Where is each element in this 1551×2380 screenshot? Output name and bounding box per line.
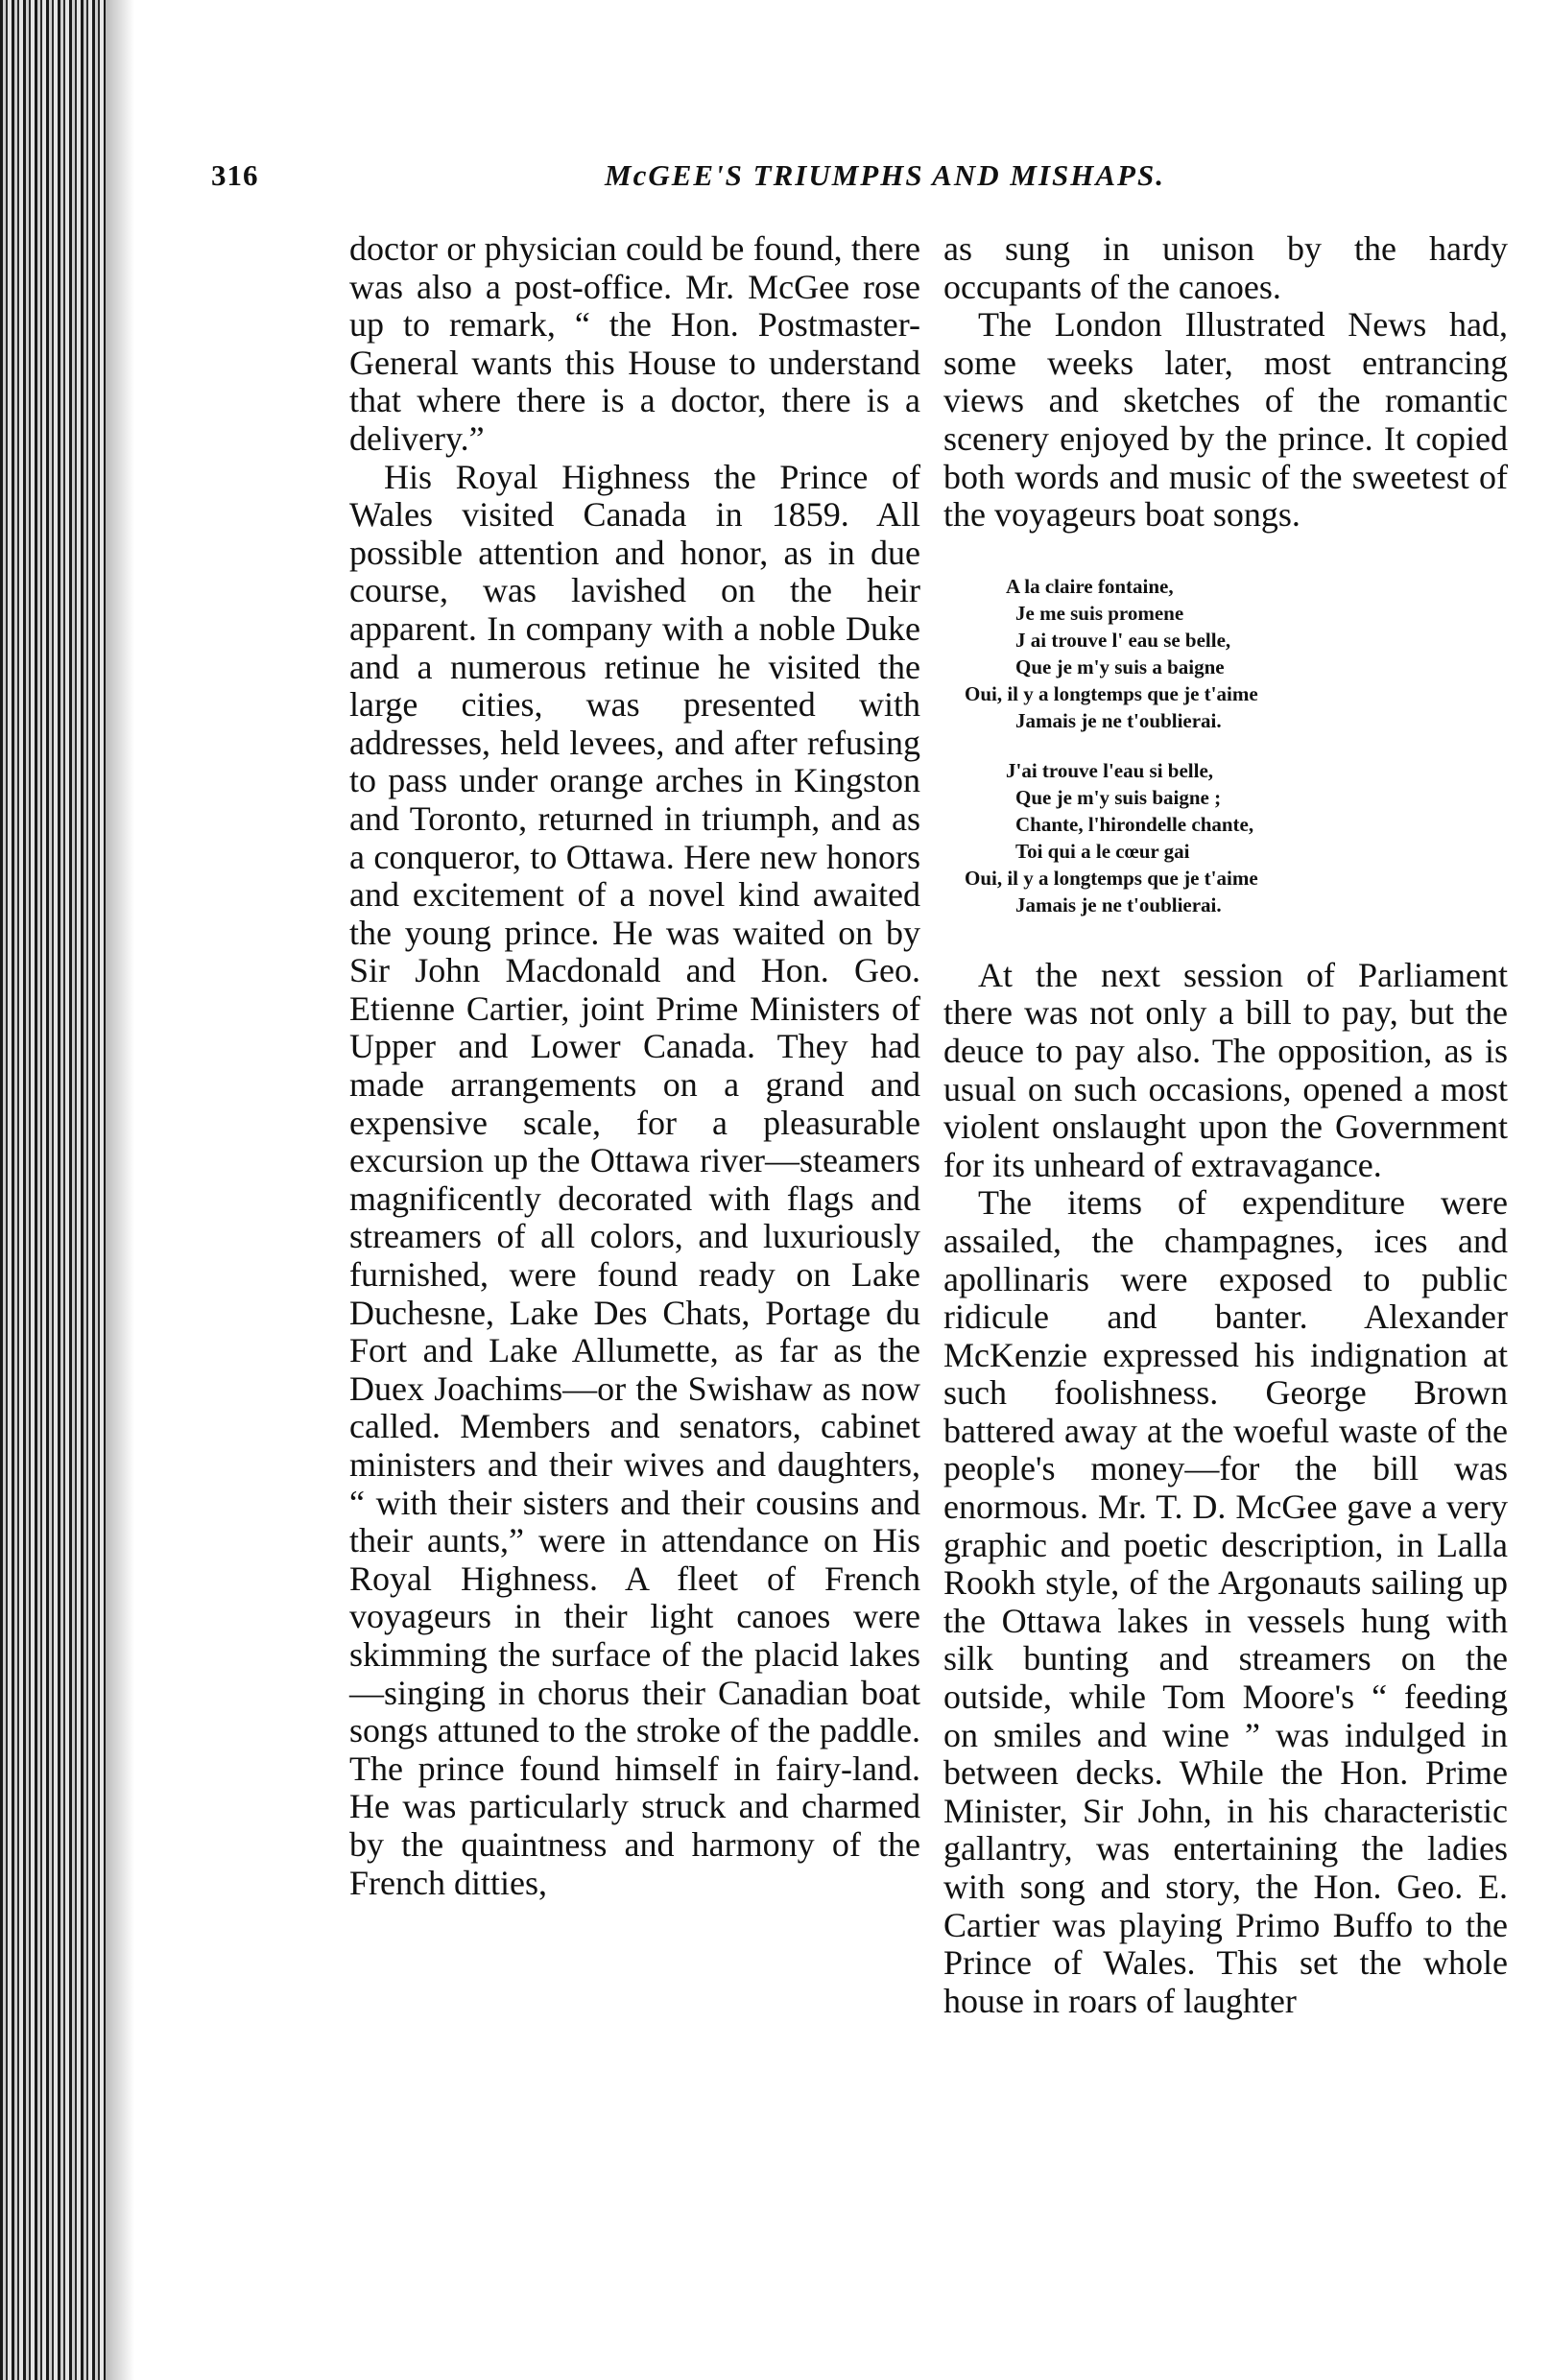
stanza-gap bbox=[943, 734, 1508, 757]
paragraph: The London Illustrated News had, some weeks later, most entrancing views and sketches of the romantic scenery enjoyed by the prince. It copied both words and music of the sweetest of the voyageurs boat songs. bbox=[943, 305, 1508, 535]
song-line: Oui, il y a longtemps que je t'aime bbox=[965, 866, 1258, 890]
boat-song-verse bbox=[943, 573, 1508, 918]
paragraph: as sung in unison by the hardy occupants of the canoes. bbox=[943, 229, 1508, 306]
left-column bbox=[349, 230, 920, 1902]
song-line: J'ai trouve l'eau si belle, bbox=[1006, 758, 1214, 782]
song-line: Chante, l'hirondelle chante, bbox=[1015, 812, 1254, 836]
paragraph: At the next session of Parliament there was not only a bill to pay, but the deuce to pay also. The opposition, as is usual on such occasions, opened a most violent onslaught upon the Government for its unheard of extravagance. bbox=[943, 955, 1508, 1184]
book-binding-edge bbox=[0, 0, 106, 2380]
song-line: Jamais je ne t'oublierai. bbox=[1015, 892, 1222, 916]
running-title: McGEE'S TRIUMPHS AND MISHAPS. bbox=[605, 158, 1165, 192]
song-line: Que je m'y suis baigne ; bbox=[1015, 785, 1222, 809]
running-header bbox=[211, 158, 1536, 197]
song-line: Oui, il y a longtemps que je t'aime bbox=[965, 681, 1258, 705]
song-line: Je me suis promene bbox=[1015, 601, 1184, 625]
song-line: Toi qui a le cœur gai bbox=[1015, 839, 1190, 863]
paragraph: The items of expenditure were assailed, the champagnes, ices and apollinaris were exposed to public ridicule and banter. Alexander McKenzie expressed his indignation at such foolishness. George Brown battered away at the woeful waste of the people's money—for the bill was enormous. Mr. T. D. McGee gave a very graphic and poetic description, in Lalla Rookh style, of the Argonauts sailing up the Ottawa lakes in vessels hung with silk bunting and streamers on the outside, while Tom Moore's “ feeding on smiles and wine ” was indulged in between decks. While the Hon. Prime Minister, Sir John, in his characteristic gallantry, was entertaining the ladies with song and story, the Hon. Geo. E. Cartier was playing Primo Buffo to the Prince of Wales. This set the whole house in roars of laughter bbox=[943, 1183, 1508, 2020]
right-column bbox=[943, 230, 1508, 2020]
paragraph: doctor or physician could be found, there was also a post-office. Mr. McGee rose up to remark, “ the Hon. Postmaster-General wants this House to understand that where there is a doctor, there is a delivery.” bbox=[349, 229, 920, 458]
song-line: Jamais je ne t'oublierai. bbox=[1015, 708, 1222, 732]
gutter-shadow bbox=[106, 0, 134, 2380]
song-line: Que je m'y suis a baigne bbox=[1015, 654, 1225, 678]
page-number: 316 bbox=[211, 158, 259, 192]
paragraph: His Royal Highness the Prince of Wales visited Canada in 1859. All possible attention and honor, as in due course, was lavished on the heir apparent. In company with a noble Duke and a numerous retinue he visited the large cities, was presented with addresses, held levees, and after refusing to pass under orange arches in Kingston and Toronto, returned in triumph, and as a conqueror, to Ottawa. Here new honors and excitement of a novel kind awaited the young prince. He was waited on by Sir John Macdonald and Hon. Geo. Etienne Cartier, joint Prime Ministers of Upper and Lower Canada. They had made arrangements on a grand and expensive scale, for a pleasurable excursion up the Ottawa river—steamers magnificently decorated with flags and streamers of all colors, and luxuriously furnished, were found ready on Lake Duchesne, Lake Des Chats, Portage du Fort and Lake Allumette, as far as the Duex Joachims—or the Swishaw as now called. Members and senators, cabinet ministers and their wives and daughters, “ with their sisters and their cousins and their aunts,” were in attendance on His Royal Highness. A fleet of French voyageurs in their light canoes were skimming the surface of the placid lakes—singing in chorus their Canadian boat songs attuned to the stroke of the paddle. The prince found himself in fairy-land. He was particularly struck and charmed by the quaintness and harmony of the French ditties, bbox=[349, 457, 920, 1902]
song-line: J ai trouve l' eau se belle, bbox=[1015, 628, 1231, 652]
song-line: A la claire fontaine, bbox=[1006, 574, 1174, 598]
